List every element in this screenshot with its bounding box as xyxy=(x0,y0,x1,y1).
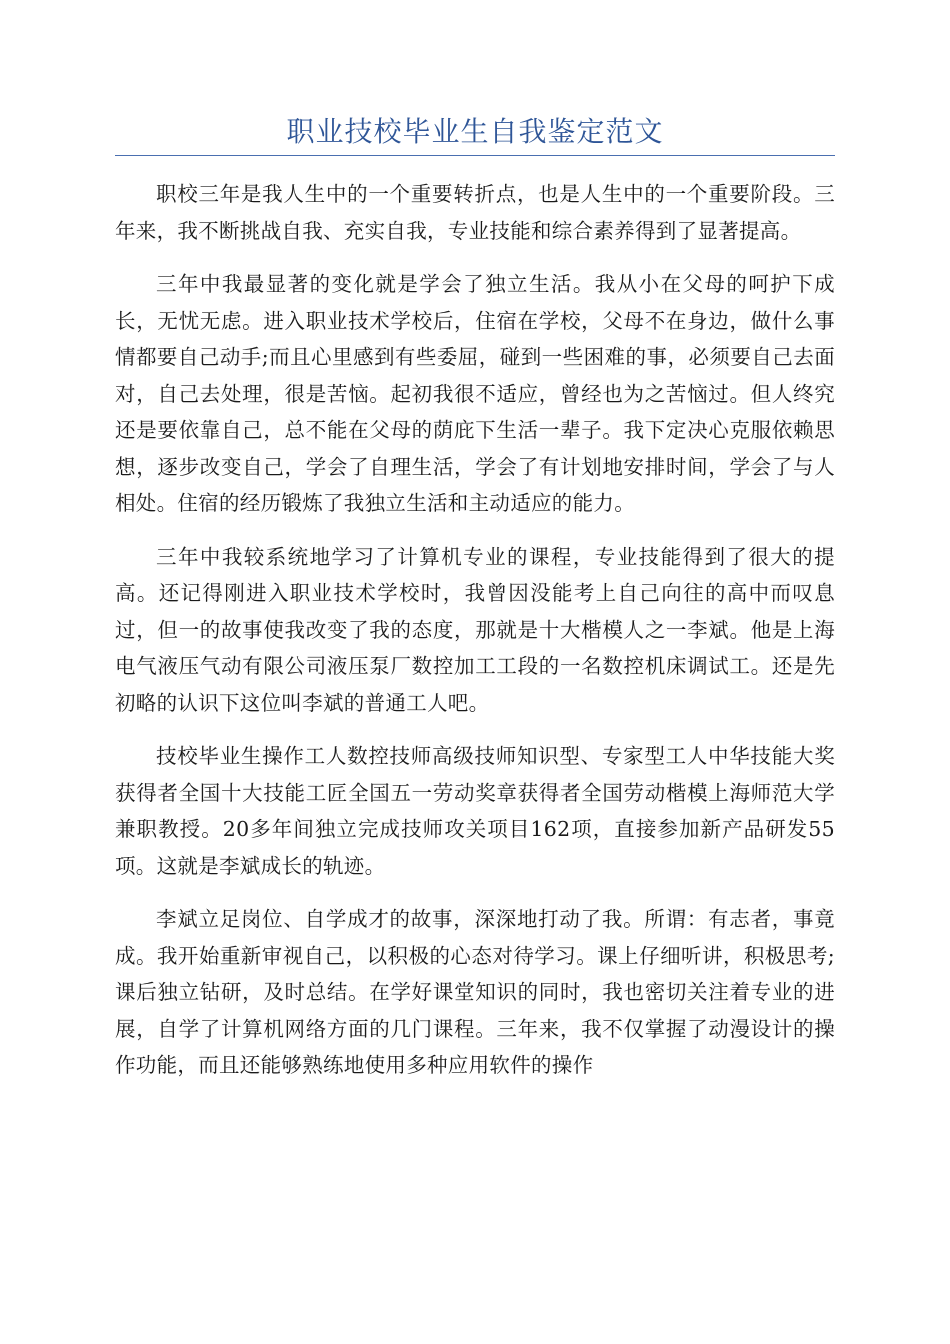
paragraph-2: 三年中我最显著的变化就是学会了独立生活。我从小在父母的呵护下成长，无忧无虑。进入职业技术学校后，住宿在学校，父母不在身边，做什么事情都要自己动手;而且心里感到有些委屈，碰到一些困难的事，必须要自己去面对，自己去处理，很是苦恼。起初我很不适应，曾经也为之苦恼过。但人终究还是要依靠自己，总不能在父母的荫庇下生活一辈子。我下定决心克服依赖思想，逐步改变自己，学会了自理生活，学会了有计划地安排时间，学会了与人相处。住宿的经历锻炼了我独立生活和主动适应的能力。 xyxy=(115,272,835,515)
paragraph-5: 李斌立足岗位、自学成才的故事，深深地打动了我。所谓：有志者，事竟成。我开始重新审视自己，以积极的心态对待学习。课上仔细听讲，积极思考;课后独立钻研，及时总结。在学好课堂知识的同时，我也密切关注着专业的进展，自学了计算机网络方面的几门课程。三年来，我不仅掌握了动漫设计的操作功能，而且还能够熟练地使用多种应用软件的操作 xyxy=(115,907,835,1077)
title-underline xyxy=(115,155,835,156)
paragraph-4: 技校毕业生操作工人数控技师高级技师知识型、专家型工人中华技能大奖获得者全国十大技能工匠全国五一劳动奖章获得者全国劳动楷模上海师范大学兼职教授。20多年间独立完成技师攻关项目162项，直接参加新产品研发55项。这就是李斌成长的轨迹。 xyxy=(115,744,835,878)
document-body xyxy=(115,176,835,1101)
document-title: 职业技校毕业生自我鉴定范文 xyxy=(286,115,664,148)
paragraph-1: 职校三年是我人生中的一个重要转折点，也是人生中的一个重要阶段。三年来，我不断挑战自我、充实自我，专业技能和综合素养得到了显著提高。 xyxy=(115,182,835,243)
paragraph-3: 三年中我较系统地学习了计算机专业的课程，专业技能得到了很大的提高。还记得刚进入职业技术学校时，我曾因没能考上自己向往的高中而叹息过，但一的故事使我改变了我的态度，那就是十大楷模人之一李斌。他是上海电气液压气动有限公司液压泵厂数控加工工段的一名数控机床调试工。还是先初略的认识下这位叫李斌的普通工人吧。 xyxy=(115,544,835,715)
